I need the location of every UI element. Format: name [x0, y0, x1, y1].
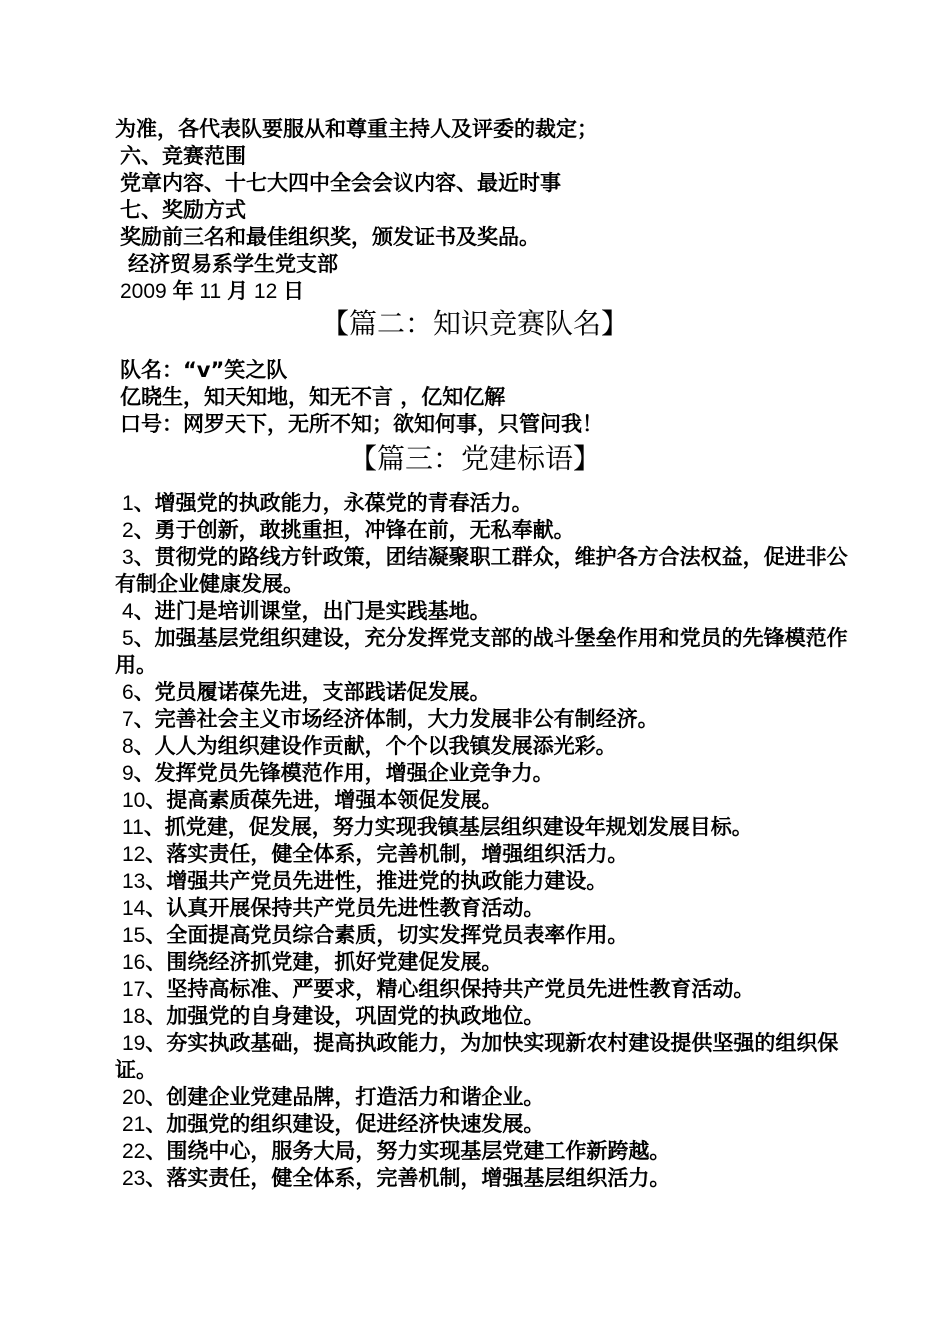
- list-item-text: 、加强党的组织建设，促进经济快速发展。: [145, 1112, 545, 1136]
- list-item: [115, 733, 855, 760]
- list-item-number: 7: [122, 708, 134, 731]
- list-item-number: 13: [122, 870, 146, 893]
- rules-continuation-line: 为准，各代表队要服从和尊重主持人及评委的裁定；: [115, 117, 598, 141]
- list-item-text: 、完善社会主义市场经济体制，大力发展非公有制经济。: [133, 707, 659, 731]
- list-item-number: 19: [122, 1032, 146, 1055]
- list-item-number: 18: [122, 1005, 146, 1028]
- list-item: [115, 598, 855, 625]
- list-item-text: 、落实责任，健全体系，完善机制，增强组织活力。: [145, 842, 629, 866]
- list-item: [115, 760, 855, 787]
- reward-method-heading: 七、奖励方式: [120, 198, 246, 222]
- list-item: [115, 841, 855, 868]
- list-item-number: 15: [122, 924, 146, 947]
- list-item: [115, 868, 855, 895]
- list-item-number: 12: [122, 843, 146, 866]
- list-item: [115, 1111, 855, 1138]
- list-item-text: 、夯实执政基础，提高执政能力，为加快实现新农村建设提供坚强的组织保证。: [115, 1031, 839, 1082]
- list-item-number: 23: [122, 1167, 146, 1190]
- date-month-char: 月: [227, 279, 249, 303]
- list-item-number: 17: [122, 978, 146, 1001]
- list-item: [115, 922, 855, 949]
- list-item: [115, 814, 855, 841]
- list-item-text: 、落实责任，健全体系，完善机制，增强基层组织活力。: [145, 1166, 671, 1190]
- list-item-number: 3: [122, 546, 134, 569]
- list-item-text: 、党员履诺葆先进，支部践诺促发展。: [133, 680, 491, 704]
- list-item: [115, 1084, 855, 1111]
- list-item: [115, 679, 855, 706]
- list-item: [115, 787, 855, 814]
- list-item: [115, 625, 855, 679]
- competition-scope-text: 党章内容、十七大四中全会会议内容、最近时事: [120, 171, 561, 195]
- list-item: [115, 1138, 855, 1165]
- list-item-text: 、围绕经济抓党建，抓好党建促发展。: [145, 950, 503, 974]
- list-item-text: 、创建企业党建品牌，打造活力和谐企业。: [145, 1085, 545, 1109]
- list-item-text: 、贯彻党的路线方针政策，团结凝聚职工群众，维护各方合法权益，促进非公有制企业健康发展。: [115, 545, 848, 596]
- list-item-number: 4: [122, 600, 134, 623]
- list-item-text: 、加强党的自身建设，巩固党的执政地位。: [145, 1004, 545, 1028]
- team-slogan-line: 口号：网罗天下，无所不知；欲知何事，只管问我！: [120, 412, 603, 436]
- section-heading-party-slogans: 【篇三：党建标语】: [348, 442, 601, 475]
- list-item: [115, 1165, 855, 1192]
- list-item-text: 、围绕中心，服务大局，努力实现基层党建工作新跨越。: [145, 1139, 671, 1163]
- list-item-text: 、全面提高党员综合素质，切实发挥党员表率作用。: [145, 923, 629, 947]
- list-item-text: 、进门是培训课堂，出门是实践基地。: [133, 599, 491, 623]
- list-item: [115, 517, 855, 544]
- team-motto-line: 亿晓生，知天知地，知无不言 ，亿知亿解: [120, 385, 506, 409]
- list-item-text: 、抓党建，促发展，努力实现我镇基层组织建设年规划发展目标。: [143, 815, 753, 839]
- list-item-text: 、发挥党员先锋模范作用，增强企业竞争力。: [133, 761, 554, 785]
- date-year: 2009: [120, 280, 167, 303]
- competition-scope-heading: 六、竞赛范围: [120, 144, 246, 168]
- list-item-text: 、增强共产党员先进性，推进党的执政能力建设。: [145, 869, 608, 893]
- team-name-line: 队名：“v”笑之队: [120, 358, 288, 382]
- list-item-number: 11: [122, 816, 144, 839]
- list-item: [115, 1003, 855, 1030]
- list-item-text: 、勇于创新，敢挑重担，冲锋在前，无私奉献。: [133, 518, 575, 542]
- reward-method-text: 奖励前三名和最佳组织奖，颁发证书及奖品。: [120, 225, 540, 249]
- document-date: [115, 278, 855, 305]
- section-heading-team-names: 【篇二：知识竞赛队名】: [320, 307, 629, 340]
- list-item-number: 2: [122, 519, 134, 542]
- date-day: 12: [253, 280, 278, 303]
- list-item-number: 20: [122, 1086, 146, 1109]
- list-item-text: 、增强党的执政能力，永葆党的青春活力。: [133, 491, 533, 515]
- list-item-number: 5: [122, 627, 134, 650]
- list-item-text: 、认真开展保持共产党员先进性教育活动。: [145, 896, 545, 920]
- date-month: 11: [199, 280, 222, 303]
- list-item-number: 16: [122, 951, 146, 974]
- list-item-number: 6: [122, 681, 134, 704]
- list-item: [115, 706, 855, 733]
- list-item-number: 22: [122, 1140, 146, 1163]
- list-item: [115, 490, 855, 517]
- list-item-number: 1: [122, 492, 134, 515]
- list-item-text: 、人人为组织建设作贡献，个个以我镇发展添光彩。: [133, 734, 617, 758]
- list-item-text: 、提高素质葆先进，增强本领促发展。: [145, 788, 503, 812]
- list-item: [115, 1030, 855, 1084]
- list-item-text: 、坚持高标准、严要求，精心组织保持共产党员先进性教育活动。: [145, 977, 755, 1001]
- list-item-number: 8: [122, 735, 134, 758]
- list-item-number: 10: [122, 789, 146, 812]
- list-item-number: 9: [122, 762, 134, 785]
- list-item: [115, 895, 855, 922]
- list-item-text: 、加强基层党组织建设，充分发挥党支部的战斗堡垒作用和党员的先锋模范作用。: [115, 626, 848, 677]
- date-year-char: 年: [172, 279, 194, 303]
- list-item-number: 21: [122, 1113, 146, 1136]
- list-item: [115, 544, 855, 598]
- document-page: [115, 116, 855, 1192]
- date-day-char: 日: [283, 279, 305, 303]
- list-item: [115, 949, 855, 976]
- list-item: [115, 976, 855, 1003]
- organizer-signature: 经济贸易系学生党支部: [128, 252, 338, 276]
- slogan-list: [115, 490, 855, 1192]
- list-item-number: 14: [122, 897, 146, 920]
